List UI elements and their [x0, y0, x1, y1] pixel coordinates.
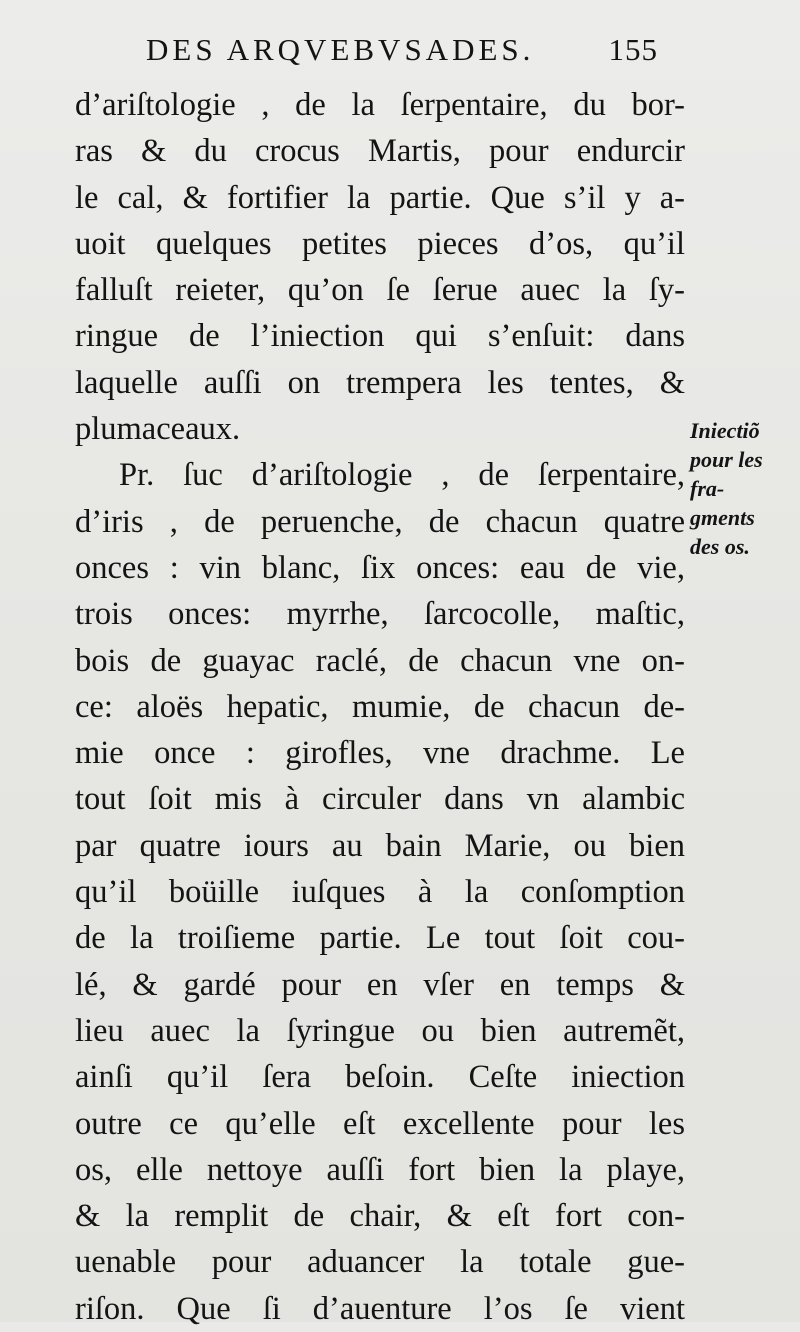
- text-line: ras & du crocus Martis, pour endurcir: [75, 133, 685, 170]
- text-line: Pr. ſuc d’ariſtologie , de ſerpentaire,: [119, 457, 685, 494]
- text-line: falluſt reieter, qu’on ſe ſerue auec la ſy-: [75, 272, 685, 309]
- text-line: d’iris , de peruenche, de chacun quatre: [75, 503, 685, 540]
- text-line: trois onces: myrrhe, ſarcocolle, maſtic,: [75, 596, 685, 633]
- text-line: outre ce qu’elle eſt excellente pour les: [75, 1105, 685, 1142]
- text-line: plumaceaux.: [75, 411, 241, 448]
- text-line: ce: aloës hepatic, mumie, de chacun de-: [75, 688, 685, 725]
- running-head: [146, 32, 666, 76]
- text-line: par quatre iours au bain Marie, ou bien: [75, 827, 685, 864]
- body-text: [75, 82, 685, 1332]
- text-line: & la remplit de chair, & eſt fort con-: [75, 1198, 685, 1235]
- running-title: DES ARQVEBVSADES.: [146, 32, 535, 67]
- margin-note-line: pour les: [690, 447, 763, 472]
- text-line: ringue de l’iniection qui s’enſuit: dans: [75, 318, 685, 355]
- text-line: de la troiſieme partie. Le tout ſoit cou-: [75, 920, 685, 957]
- text-line: mie once : girofles, vne drachme. Le: [75, 735, 685, 772]
- text-line: uoit quelques petites pieces d’os, qu’il: [75, 225, 685, 262]
- margin-note: [690, 416, 798, 561]
- margin-note-line: Iniectiõ: [690, 418, 760, 443]
- page-number: 155: [608, 32, 658, 67]
- text-line: lé, & gardé pour en vſer en temps &: [75, 966, 685, 1003]
- text-line: ainſi qu’il ſera beſoin. Ceſte iniection: [75, 1059, 685, 1096]
- text-line: laquelle auſſi on trempera les tentes, &: [75, 364, 685, 401]
- text-line: uenable pour aduancer la totale gue-: [75, 1244, 685, 1281]
- margin-note-line: des os.: [690, 534, 750, 559]
- text-line: os, elle nettoye auſſi fort bien la playe,: [75, 1151, 685, 1188]
- text-line: riſon. Que ſi d’auenture l’os ſe vient: [75, 1290, 685, 1327]
- text-line: tout ſoit mis à circuler dans vn alambic: [75, 781, 685, 818]
- text-line: onces : vin blanc, ſix onces: eau de vie,: [75, 549, 685, 586]
- text-line: qu’il boüille iuſques à la conſomption: [75, 874, 685, 911]
- text-line: bois de guayac raclé, de chacun vne on-: [75, 642, 685, 679]
- text-line: le cal, & fortifier la partie. Que s’il y a-: [75, 179, 685, 216]
- margin-note-line: fra-: [690, 476, 725, 501]
- text-line: lieu auec la ſyringue ou bien autremẽt,: [75, 1012, 685, 1049]
- margin-note-line: gments: [690, 505, 755, 530]
- text-line: d’ariſtologie , de la ſerpentaire, du bor-: [75, 87, 685, 123]
